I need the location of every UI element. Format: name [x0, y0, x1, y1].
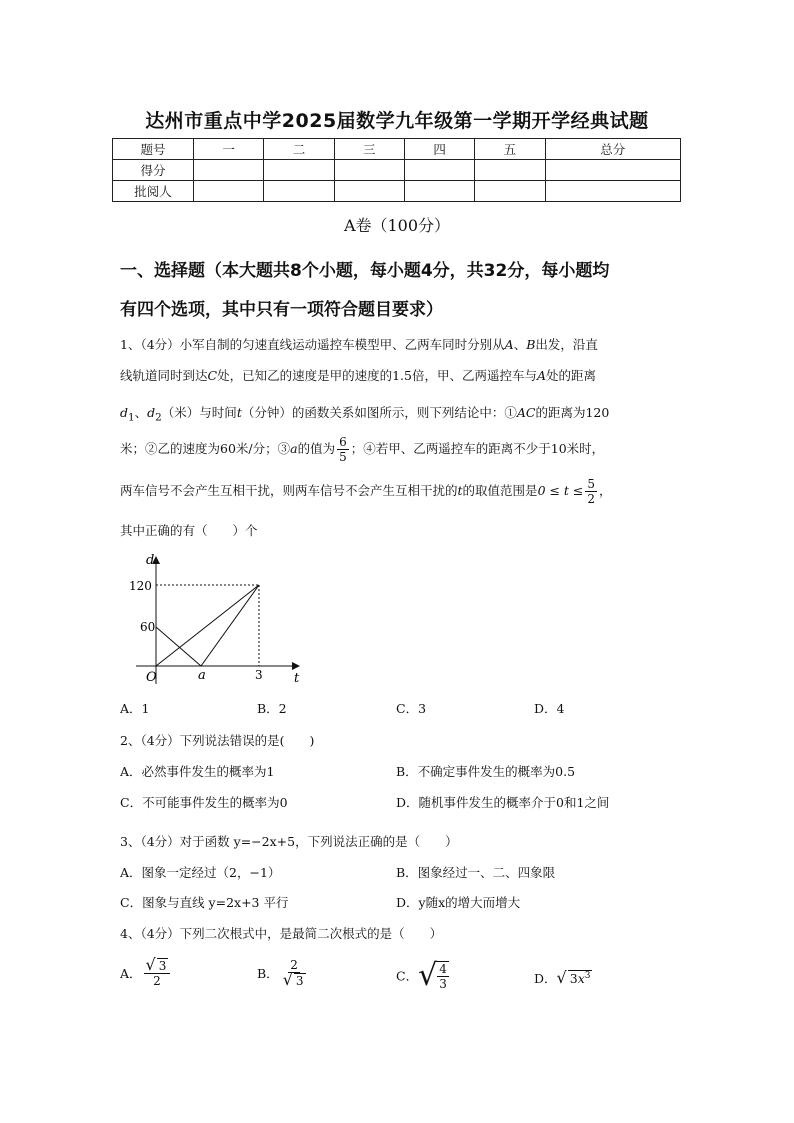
- q1-option-b[interactable]: B．2: [257, 701, 287, 716]
- numerator: 6: [339, 435, 347, 449]
- origin-label: O: [146, 670, 157, 685]
- page-title: 达州市重点中学2025届数学九年级第一学期开学经典试题: [145, 110, 649, 132]
- var: d: [120, 405, 129, 420]
- text: 1、（4分）小军自制的匀速直线运动遥控车模型甲、乙两车同时分别从: [120, 337, 505, 352]
- q2-option-d[interactable]: D．随机事件发生的概率介于0和1之间: [396, 795, 610, 810]
- subscript: 2: [155, 411, 162, 424]
- subscript: 1: [128, 411, 135, 424]
- var: x: [577, 971, 585, 986]
- x-axis-label: t: [294, 671, 300, 686]
- sqrt-icon: √: [145, 955, 156, 974]
- text: 线轨道同时到达: [120, 368, 208, 383]
- score-cell[interactable]: [545, 181, 680, 202]
- fraction: [437, 961, 449, 991]
- score-cell[interactable]: [334, 181, 404, 202]
- x-tick-3: 3: [255, 668, 263, 682]
- q4-option-a[interactable]: [120, 955, 172, 988]
- fraction: [337, 435, 349, 464]
- text: 的取值范围是: [462, 483, 538, 498]
- q3-option-b[interactable]: B．图象经过一、二、四象限: [396, 865, 556, 880]
- text: 两车信号不会产生互相干扰，则两车信号不会产生互相干扰的: [120, 483, 458, 498]
- radicand: [568, 970, 593, 986]
- text: 、: [134, 405, 148, 420]
- q1-line2: [120, 366, 596, 384]
- q2-option-b[interactable]: B．不确定事件发生的概率为0.5: [396, 764, 576, 779]
- var: A: [504, 337, 514, 352]
- fraction: [281, 958, 308, 988]
- exponent: 3: [584, 970, 591, 981]
- text: 的值为: [297, 441, 336, 456]
- var: a: [290, 441, 298, 456]
- text: 的距离为120: [535, 405, 610, 420]
- score-cell[interactable]: [334, 160, 404, 181]
- denominator: 2: [153, 974, 161, 988]
- text: ，: [599, 483, 612, 498]
- table-cell: 五: [475, 139, 545, 160]
- sqrt-icon: √: [556, 968, 567, 987]
- text: 处的距离: [546, 368, 597, 383]
- score-cell[interactable]: [264, 160, 334, 181]
- table-cell: 一: [194, 139, 264, 160]
- fraction: [585, 477, 597, 506]
- score-cell[interactable]: [194, 181, 264, 202]
- denominator: 5: [339, 450, 347, 464]
- fraction: [144, 955, 171, 988]
- sqrt-icon: √: [418, 958, 438, 993]
- table-row: [113, 139, 681, 160]
- table-cell: 总分: [545, 139, 680, 160]
- q3-option-c[interactable]: C．图象与直线 y=2x+3 平行: [120, 895, 289, 910]
- denominator: [281, 970, 308, 989]
- numerator: [144, 955, 171, 974]
- sqrt-icon: √: [282, 970, 293, 989]
- var: d: [147, 405, 156, 420]
- x-axis-arrow-icon: [292, 662, 300, 670]
- q4-option-c[interactable]: [396, 958, 451, 993]
- var: B: [526, 337, 536, 352]
- q1-option-c[interactable]: C．3: [396, 701, 427, 716]
- q3-option-d[interactable]: D．y随x的增大而增大: [396, 895, 521, 910]
- option-label: D．: [534, 971, 557, 986]
- y-tick-60: 60: [140, 620, 156, 634]
- q1-line6: 其中正确的有（ ）个: [120, 523, 258, 538]
- q1-option-a[interactable]: A．1: [120, 701, 150, 716]
- text: 处，已知乙的速度是甲的速度的1.5倍，甲、乙两遥控车与: [217, 368, 537, 383]
- table-cell: 批阅人: [113, 181, 194, 202]
- radicand: 3: [158, 959, 167, 973]
- table-cell: 二: [264, 139, 334, 160]
- q4-option-b[interactable]: [257, 958, 310, 988]
- q1-line4: [120, 435, 604, 464]
- q2-stem: 2、（4分）下列说法错误的是( ): [120, 733, 315, 748]
- numerator: 4: [439, 961, 447, 976]
- radicand: 3: [295, 974, 304, 988]
- section1-heading-line1: 一、选择题（本大题共8个小题，每小题4分，共32分，每小题均: [120, 261, 610, 281]
- inequality: 0 ≤ t ≤: [537, 483, 584, 498]
- var: A: [536, 368, 547, 383]
- score-cell[interactable]: [194, 160, 264, 181]
- score-table: [112, 138, 681, 202]
- y-tick-120: 120: [129, 579, 152, 593]
- score-cell[interactable]: [404, 181, 474, 202]
- q3-option-a[interactable]: A．图象一定经过（2，−1）: [120, 865, 281, 880]
- var: t: [236, 405, 242, 420]
- text: （分钟）的函数关系如图所示，则下列结论中：①: [241, 405, 517, 420]
- score-cell[interactable]: [264, 181, 334, 202]
- score-cell[interactable]: [475, 160, 545, 181]
- table-cell: 四: [404, 139, 474, 160]
- denominator: 2: [587, 492, 596, 506]
- table-row: [113, 160, 681, 181]
- q1-line1: [120, 335, 598, 353]
- numerator: 5: [587, 477, 596, 491]
- text: （米）与时间: [161, 405, 237, 420]
- text: 出发，沿直: [535, 337, 598, 352]
- yi-line: [156, 585, 259, 666]
- q1-option-d[interactable]: D．4: [534, 701, 565, 716]
- text: 、: [513, 337, 527, 352]
- q3-stem: 3、（4分）对于函数 y=−2x+5，下列说法正确的是（ ）: [120, 834, 458, 849]
- y-axis-label: d: [146, 553, 155, 568]
- option-label: B．: [257, 966, 279, 981]
- text: 米；②乙的速度为60米/分；③: [120, 441, 291, 456]
- x-tick-a: a: [198, 668, 206, 683]
- score-cell[interactable]: [545, 160, 680, 181]
- text: ；④若甲、乙两遥控车的距离不少于10米时，: [350, 441, 605, 456]
- option-label: C．: [396, 968, 419, 984]
- coefficient: 3: [569, 971, 578, 986]
- var: AC: [516, 405, 536, 420]
- q1-line3: [120, 403, 609, 424]
- option-label: A．: [120, 966, 142, 981]
- table-cell: 题号: [113, 139, 194, 160]
- table-cell: 得分: [113, 160, 194, 181]
- q1-line5: [120, 477, 612, 506]
- section1-heading-line2: 有四个选项，其中只有一项符合题目要求）: [120, 300, 443, 320]
- var: t: [457, 483, 463, 498]
- q2-option-a[interactable]: A．必然事件发生的概率为1: [120, 764, 275, 779]
- q4-stem: 4、（4分）下列二次根式中，是最简二次根式的是（ ）: [120, 926, 443, 941]
- section-a-heading: A卷（100分）: [343, 216, 451, 235]
- var: C: [207, 368, 218, 383]
- q2-option-c[interactable]: C．不可能事件发生的概率为0: [120, 795, 288, 810]
- distance-time-graph: [116, 548, 316, 688]
- q4-option-d[interactable]: [534, 968, 592, 987]
- numerator: 2: [290, 958, 298, 972]
- score-cell[interactable]: [404, 160, 474, 181]
- table-cell: 三: [334, 139, 404, 160]
- table-row: [113, 181, 681, 202]
- denominator: 3: [439, 976, 447, 991]
- score-cell[interactable]: [475, 181, 545, 202]
